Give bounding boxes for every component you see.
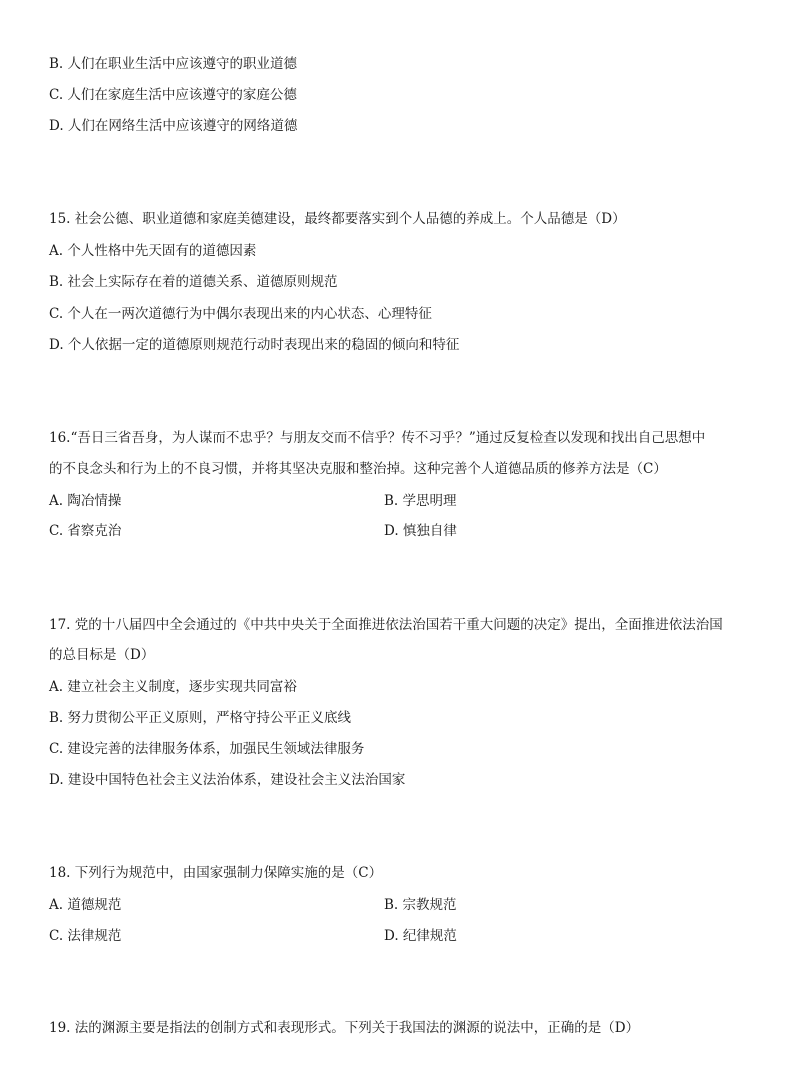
q18-option-c: C. 法律规范 — [49, 928, 122, 944]
q18-option-b: B. 宗教规范 — [384, 897, 457, 913]
q19-stem: 19. 法的渊源主要是指法的创制方式和表现形式。下列关于我国法的渊源的说法中，正确的是（D） — [49, 1020, 640, 1036]
q15-option-b: B. 社会上实际存在着的道德关系、道德原则规范 — [49, 274, 338, 290]
q16-option-a: A. 陶冶情操 — [49, 493, 122, 509]
q17-option-d: D. 建设中国特色社会主义法治体系，建设社会主义法治国家 — [49, 772, 406, 788]
q15-stem: 15. 社会公德、职业道德和家庭美德建设，最终都要落实到个人品德的养成上。个人品德是（D） — [49, 211, 626, 227]
q17-stem-line1: 17. 党的十八届四中全会通过的《中共中央关于全面推进依法治国若干重大问题的决定》提出，全面推进依法治国 — [49, 617, 723, 633]
q16-option-d: D. 慎独自律 — [384, 523, 457, 539]
q17-option-b: B. 努力贯彻公平正义原则，严格守持公平正义底线 — [49, 710, 352, 726]
q14-option-b: B. 人们在职业生活中应该遵守的职业道德 — [49, 56, 298, 72]
q17-option-a: A. 建立社会主义制度，逐步实现共同富裕 — [49, 679, 297, 695]
q16-stem-line1: 16.“吾日三省吾身，为人谋而不忠乎？与朋友交而不信乎？传不习乎？”通过反复检查以发现和找出自己思想中 — [49, 430, 706, 446]
q18-stem: 18. 下列行为规范中，由国家强制力保障实施的是（C） — [49, 865, 383, 881]
q16-option-c: C. 省察克治 — [49, 523, 122, 539]
q17-option-c: C. 建设完善的法律服务体系，加强民生领域法律服务 — [49, 741, 365, 757]
q16-option-b: B. 学思明理 — [384, 493, 457, 509]
q18-option-a: A. 道德规范 — [49, 897, 122, 913]
q18-option-d: D. 纪律规范 — [384, 928, 457, 944]
q17-stem-line2: 的总目标是（D） — [49, 647, 155, 663]
q15-option-d: D. 个人依据一定的道德原则规范行动时表现出来的稳固的倾向和特征 — [49, 337, 460, 353]
q15-option-a: A. 个人性格中先天固有的道德因素 — [49, 243, 257, 259]
q15-option-c: C. 个人在一两次道德行为中偶尔表现出来的内心状态、心理特征 — [49, 306, 432, 322]
q16-stem-line2: 的不良念头和行为上的不良习惯，并将其坚决克服和整治掉。这种完善个人道德品质的修养方法是（C） — [49, 461, 667, 477]
q14-option-d: D. 人们在网络生活中应该遵守的网络道德 — [49, 118, 298, 134]
q14-option-c: C. 人们在家庭生活中应该遵守的家庭公德 — [49, 87, 297, 103]
